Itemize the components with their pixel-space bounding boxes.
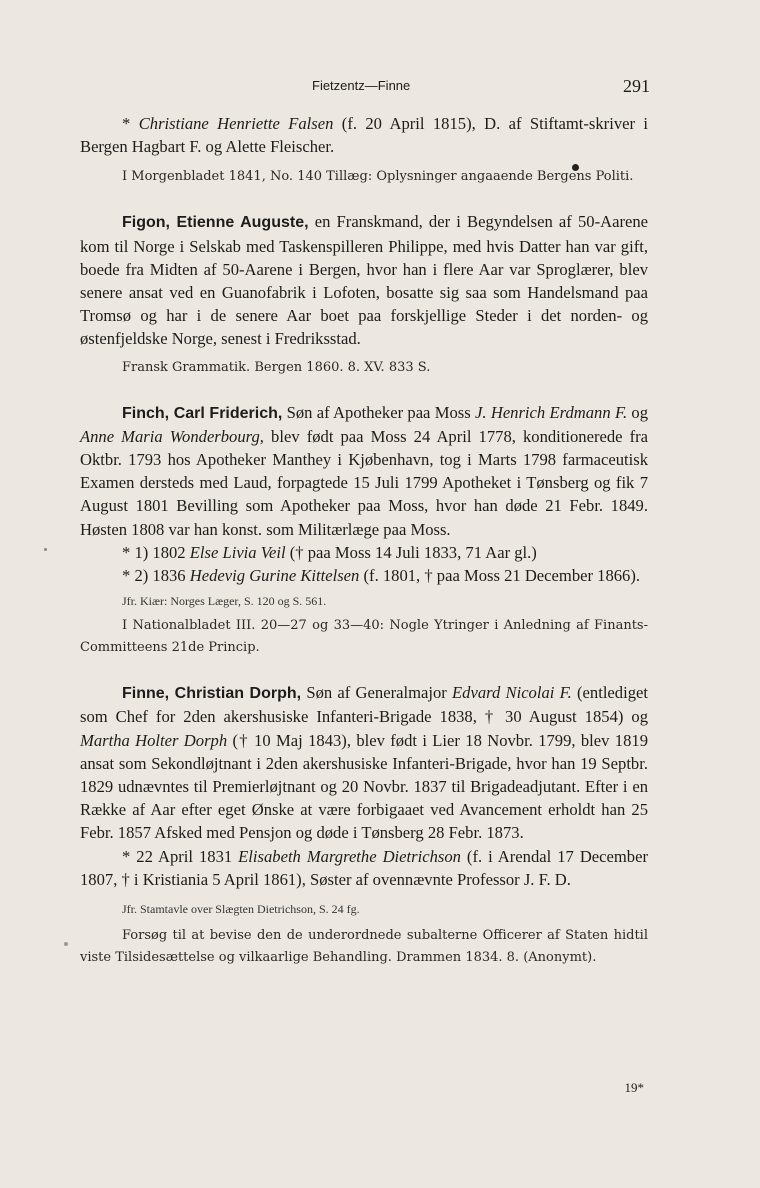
finch-marriage-2: * 2) 1836 Hedevig Gurine Kittelsen (f. 1801, † paa Moss 21 December 1866). — [122, 566, 641, 586]
finch-reference: Jfr. Kiær: Norges Læger, S. 120 og S. 561. — [122, 594, 327, 609]
figon-work: Fransk Grammatik. Bergen 1860. 8. XV. 833 S. — [122, 359, 431, 375]
running-head — [0, 76, 760, 100]
page-body — [80, 112, 648, 969]
spouse-name: Elisabeth Margrethe Dietrichson — [238, 846, 461, 866]
signature-mark: 19* — [624, 1080, 644, 1095]
finne-marriage: * 22 April 1831 Elisabeth Margrethe Dietrichson (f. i Arendal 17 December 1807, † i Kristiania 5 April 1861), Søster af ovennævnte Professor J. F. D. — [80, 846, 648, 889]
spouse-name: Hedevig Gurine Kittelsen — [189, 566, 360, 586]
father-name: J. Henrich Erdmann F. — [475, 402, 628, 422]
paper-speck — [64, 942, 68, 946]
entry-name: Finne, Christian Dorph, — [122, 685, 302, 703]
entry-name: Figon, Etienne Auguste, — [122, 214, 309, 232]
finne-entry: Finne, Christian Dorph, Søn af Generalmajor Edvard Nicolai F. (entlediget som Chef for 2den akershusiske Infanteri-Brigade 1838, † 30 August 1854) og Martha Holter Dorph († 10 Maj 1843), blev født i Lier 18 Novbr. 1799, blev 1819 ansat som Sekondløjtnant i 2den akershusiske Infanteri-Brigade, hvor han 19 Septbr. 1829 udnævntes til Premierløjtnant og 20 Novbr. 1837 til Brigadeadjutant. Efter i en Række af Aar efter eget Ønske at være forbigaaet ved Avancement erholdt han 25 Febr. 1857 Afsked med Pensjon og døde i Tønsberg 28 Febr. 1873. — [80, 683, 648, 843]
figon-entry: Figon, Etienne Auguste, en Franskmand, der i Begyndelsen af 50-Aarene kom til Norge i Selskab med Taskenspilleren Philippe, med hvis Datter han var gift, boede fra Midten af 50-Aarene i Bergen, hvor han i flere Aar var Sproglærer, blev senere ansat ved en Guanofabrik i Lofoten, bosatte sig saa som Handelsmand paa Tromsø og har i de senere Aar boet paa forskjellige Steder i det norden- og østenfjeldske Norge, senest i Fredriksstad. — [80, 212, 649, 349]
entry-name: Finch, Carl Friderich, — [122, 404, 283, 422]
falsen-spouse-entry: * Christiane Henriette Falsen (f. 20 April 1815), D. af Stiftamt-skriver i Bergen Hagbart F. og Alette Fleischer. — [80, 114, 649, 157]
finch-work: I Nationalbladet III. 20—27 og 33—40: Nogle Ytringer i Anledning af Finants-Committeens 21de Princip. — [80, 618, 648, 656]
page-number: 291 — [623, 76, 650, 96]
finch-marriage-1: * 1) 1802 Else Livia Veil († paa Moss 14 Juli 1833, 71 Aar gl.) — [122, 542, 537, 562]
running-title: Fietzentz—Finne — [312, 78, 411, 93]
mother-name: Anne Maria Wonderbourg, — [80, 426, 264, 446]
finch-entry: Finch, Carl Friderich, Søn af Apotheker paa Moss J. Henrich Erdmann F. og Anne Maria Wonderbourg, blev født paa Moss 24 April 1778, konditionerede fra Oktbr. 1793 hos Apotheker Manthey i Kjøbenhavn, tog i Marts 1798 farmaceutisk Examen dersteds med Laud, forpagtede 15 Juli 1799 Apotheket i Tønsberg og fik 7 August 1801 Bevilling som Apotheker paa Moss, hvor han døde 21 Febr. 1849. Høsten 1808 var han konst. som Militærlæge paa Moss. — [80, 402, 649, 539]
paper-speck — [44, 548, 47, 551]
falsen-reference: I Morgenbladet 1841, No. 140 Tillæg: Oplysninger angaaende Bergens Politi. — [122, 169, 634, 185]
spouse-name: Else Livia Veil — [189, 542, 286, 562]
spouse-name: Christiane Henriette Falsen — [138, 114, 334, 133]
mother-name: Martha Holter Dorph — [80, 730, 228, 750]
finne-reference: Jfr. Stamtavle over Slægten Dietrichson, S. 24 fg. — [122, 902, 360, 917]
finne-work: Forsøg til at bevise den de underordnede subalterne Officerer af Staten hidtil viste Tilsidesættelse og vilkaarlige Behandling. Drammen 1834. 8. (Anonymt). — [80, 928, 648, 966]
father-name: Edvard Nicolai F. — [452, 683, 572, 703]
